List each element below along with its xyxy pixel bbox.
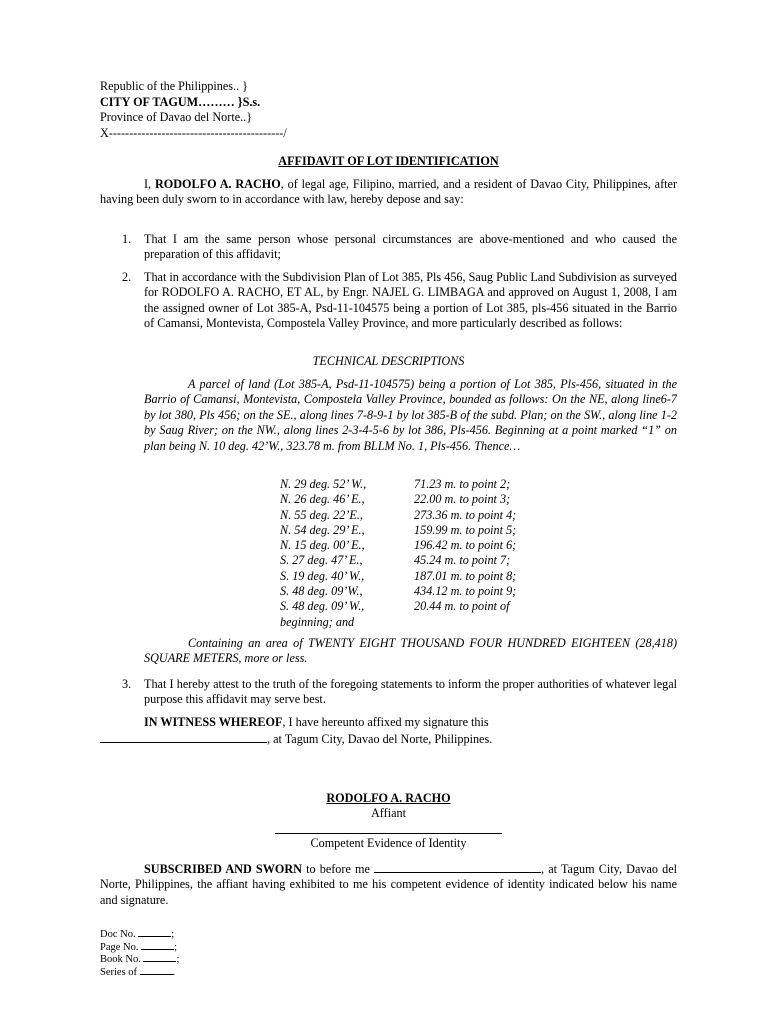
item-number: 1.: [122, 232, 132, 246]
caption-header: [100, 79, 460, 141]
distance-value: 20.44 m. to point of: [414, 599, 510, 614]
notary-blank[interactable]: [143, 952, 176, 962]
distance-value: 273.36 m. to point 4;: [414, 507, 517, 522]
identity-label: Competent Evidence of Identity: [310, 836, 467, 850]
notary-label: Page No.: [100, 941, 142, 953]
notary-label: Series of: [100, 966, 140, 978]
bearing-row: [280, 523, 580, 538]
bearing-value: S. 48 deg. 09’W.,: [280, 584, 363, 599]
distance-value: 159.99 m. to point 5;: [414, 522, 517, 537]
bearing-value: S. 48 deg. 09’ W.,: [280, 599, 365, 614]
technical-descriptions-body: A parcel of land (Lot 385-A, Psd-11-104575) being a portion of Lot 385, Pls-456, situated in the Barrio of Camansi, Montevista, Compostela Valley Province, bounded as follows: On the NE, along line6-7 by lot 380, Pls 456; on the SE., along lines 7-8-9-1 by lot 385-B of the subd. Plan; on the SW., along line 1-2 by Saug River; on the NW., along lines 2-3-4-5-6 by lot 386, Pls-456. Beginning at a point marked “1” on plan being N. 10 deg. 42’W., 323.78 m. from BLLM No. 1, Pls-456. Thence…: [144, 377, 677, 453]
affiant-role: Affiant: [371, 806, 406, 820]
bearing-row: [280, 553, 580, 568]
bearing-row: [280, 599, 580, 614]
affiant-signature-name: RODOLFO A. RACHO: [326, 791, 451, 805]
distance-value: 187.01 m. to point 8;: [414, 568, 517, 583]
bearing-row: [280, 584, 580, 599]
distance-value: 434.12 m. to point 9;: [414, 584, 517, 599]
numbered-item-2: [100, 270, 677, 332]
notary-blank[interactable]: [141, 940, 174, 950]
notary-row: [100, 927, 300, 940]
distance-value: 196.42 m. to point 6;: [414, 538, 517, 553]
witness-paragraph: [100, 715, 677, 748]
bearing-value: N. 29 deg. 52’ W.,: [280, 477, 367, 491]
item-text: That I am the same person whose personal circumstances are above-mentioned and who caused the preparation of this affidavit;: [144, 232, 677, 262]
witness-lead: IN WITNESS WHEREOF: [144, 715, 283, 729]
bearing-value: N. 26 deg. 46’ E.,: [280, 492, 365, 507]
sworn-text-2: , at Tagum City, Davao del Norte, Philippines, the affiant having exhibited to me his competent evidence of identity indicated below his name and signature.: [100, 862, 678, 907]
jurat-paragraph: [100, 860, 677, 908]
intro-paragraph: [100, 177, 677, 208]
distance-value: 71.23 m. to point 2;: [414, 477, 511, 491]
bearing-row: [280, 538, 580, 553]
bearing-value: N. 15 deg. 00’ E.,: [280, 538, 365, 553]
notary-blank[interactable]: [138, 927, 171, 937]
bearing-value: S. 27 deg. 47’ E.,: [280, 553, 363, 568]
bearing-value: N. 54 deg. 29’ E.,: [280, 522, 365, 537]
bearing-row: [280, 569, 580, 584]
notary-row: [100, 965, 300, 978]
witness-text-2: , at Tagum City, Davao del Norte, Philippines.: [267, 732, 493, 747]
notarial-register: [100, 927, 300, 977]
bearing-row: [280, 508, 580, 523]
notary-label: Book No.: [100, 954, 144, 966]
identity-blank-line[interactable]: [275, 833, 502, 834]
numbered-item-3: [100, 677, 677, 708]
header-line-city: [100, 95, 460, 111]
notary-tail: ;: [174, 941, 178, 953]
sworn-lead: SUBSCRIBED AND SWORN: [144, 862, 302, 876]
bearing-value: S. 19 deg. 40’ W.,: [280, 568, 365, 583]
notary-row: [100, 952, 300, 965]
item-text: That in accordance with the Subdivision Plan of Lot 385, Pls 456, Saug Public Land Subdivision as surveyed for RODOLFO A. RACHO, ET AL, by Engr. NAJEL G. LIMBAGA and approved on August 1, 2008, I am the assigned owner of Lot 385-A, Psd-11-104575 being a portion of Lot 385, pls-456 situated in the Barrio of Camansi, Montevista, Compostela Valley Province, and more particularly described as follows:: [144, 270, 677, 331]
notary-tail: .: [172, 966, 176, 978]
bearing-row: [280, 492, 580, 507]
area-statement: Containing an area of TWENTY EIGHT THOUSAND FOUR HUNDRED EIGHTEEN (28,418) SQUARE METERS, more or less.: [144, 636, 677, 666]
notary-tail: ;: [171, 929, 175, 940]
distance-value: 22.00 m. to point 3;: [414, 492, 511, 507]
header-line-x: X-------------------------------------------/: [100, 125, 287, 140]
sworn-text-1: to before me: [301, 862, 375, 876]
affiant-name-intro: RODOLFO A. RACHO: [154, 177, 281, 191]
intro-post: , of legal age, Filipino, married, and a resident of Davao City, Philippines, after having been duly sworn to in accordance with law, hereby depose and say:: [100, 177, 678, 207]
header-city-name: CITY OF TAGUM………: [100, 94, 235, 109]
notary-label: Doc No.: [100, 929, 139, 940]
technical-descriptions-heading: TECHNICAL DESCRIPTIONS: [312, 354, 465, 368]
item-text: That I hereby attest to the truth of the foregoing statements to inform the proper authorities of whatever legal purpose this affidavit may serve best.: [144, 677, 677, 707]
notary-blank-line[interactable]: [374, 860, 541, 873]
intro-pre: I,: [144, 177, 155, 191]
document-title: AFFIDAVIT OF LOT IDENTIFICATION: [278, 154, 499, 168]
bearing-tail: beginning; and: [280, 614, 355, 629]
date-blank-line[interactable]: [100, 730, 267, 743]
witness-text-1: , I have hereunto affixed my signature this: [282, 715, 489, 729]
distance-value: 45.24 m. to point 7;: [414, 553, 511, 568]
item-number: 2.: [122, 270, 132, 284]
header-ss: }S.s.: [234, 94, 261, 109]
header-line-republic: Republic of the Philippines.. }: [100, 79, 249, 93]
bearing-value: N. 55 deg. 22’E.,: [280, 507, 363, 522]
bearings-list: [280, 477, 580, 630]
notary-tail: ;: [176, 954, 180, 966]
bearing-row: [280, 477, 580, 492]
numbered-item-1: [100, 232, 677, 263]
header-line-province: Province of Davao del Norte..}: [100, 110, 253, 124]
item-number: 3.: [122, 677, 132, 691]
notary-blank[interactable]: [140, 965, 173, 975]
notary-row: [100, 940, 300, 953]
